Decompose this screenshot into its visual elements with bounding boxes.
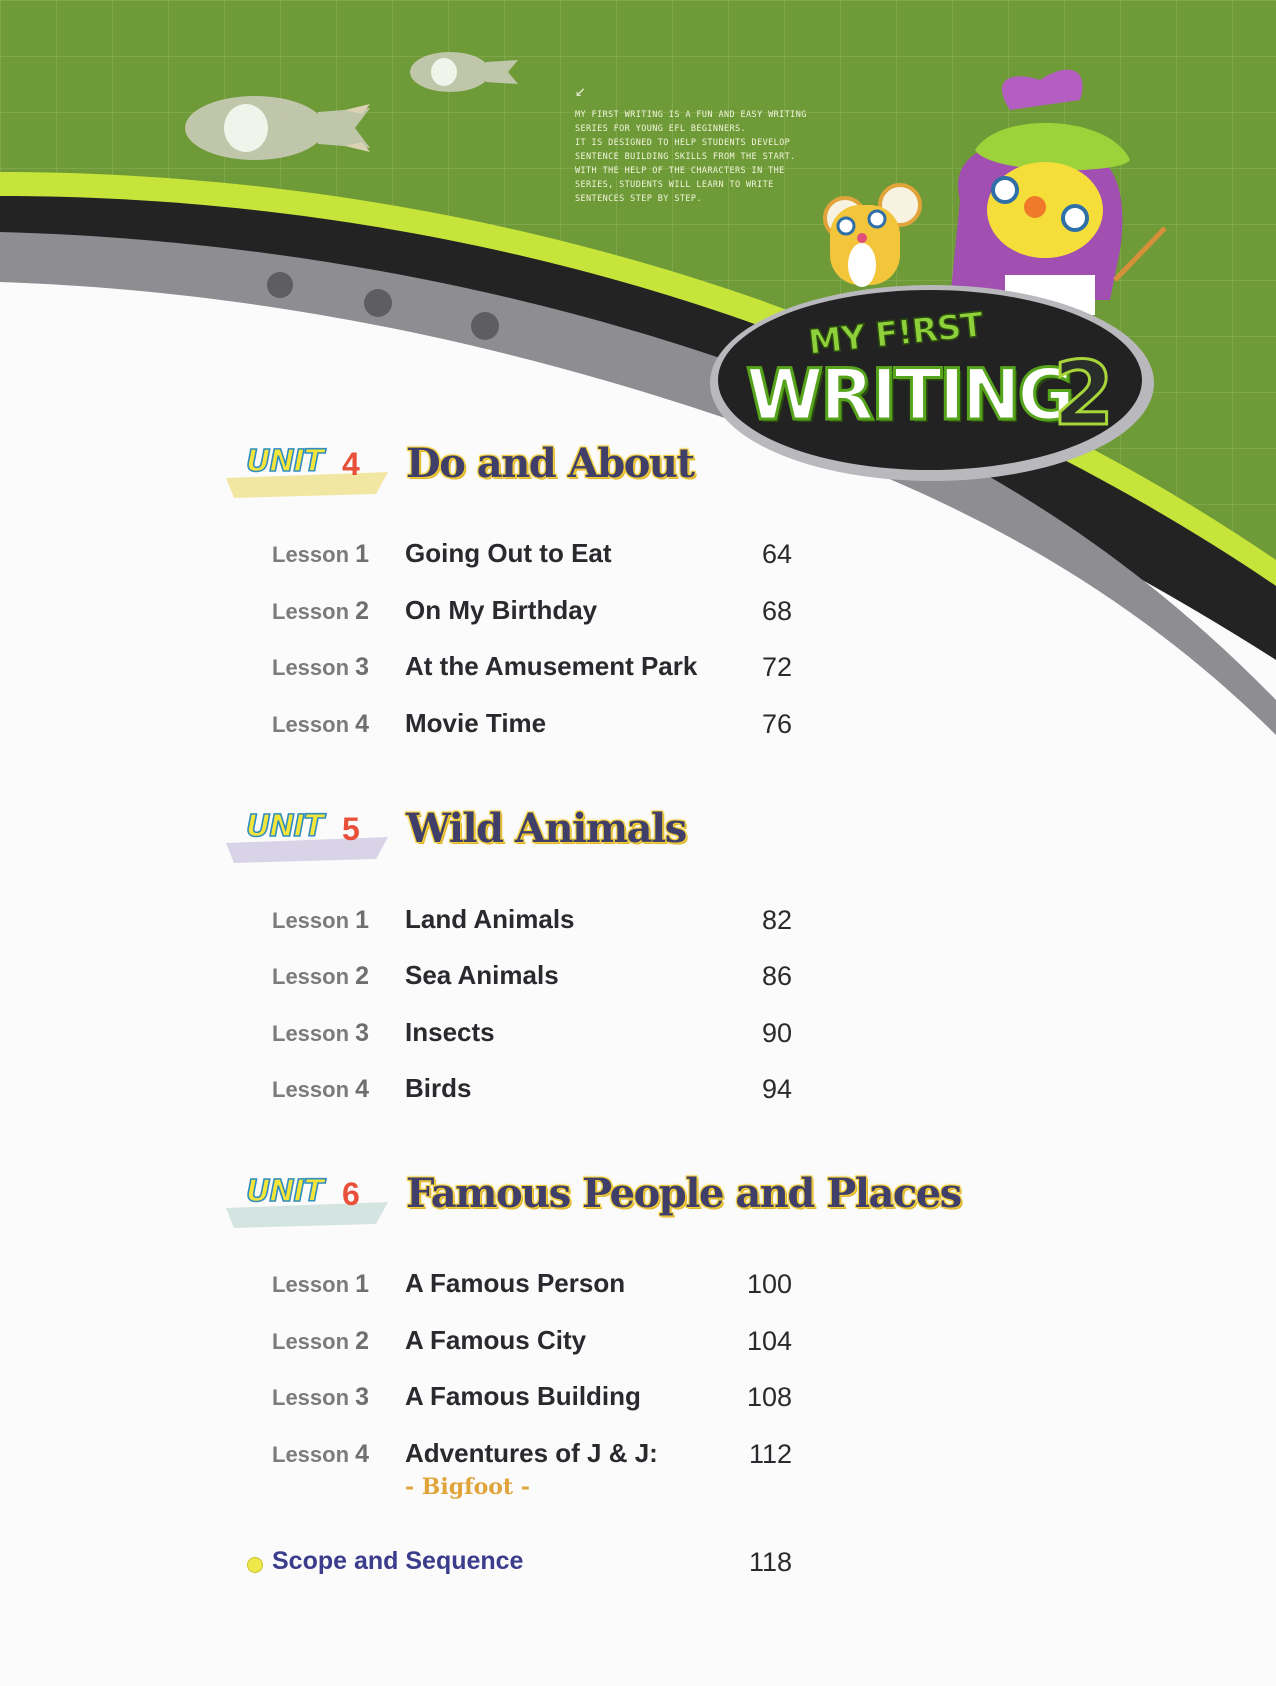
lesson-title: Going Out to Eat (405, 538, 612, 568)
page-number: 90 (761, 1018, 792, 1048)
page-number: 118 (748, 1547, 792, 1577)
arrow-icon: ↙ (575, 80, 587, 101)
lesson-row[interactable]: Lesson 4 Birds 94 (272, 1073, 792, 1104)
unit-badge: UNIT 4 (220, 438, 390, 502)
series-description: ↙ MY FIRST WRITING IS A FUN AND EASY WRITING SERIES FOR YOUNG EFL BEGINNERS. IT IS DESIGNED TO HELP STUDENTS DEVELOP SENTENCE BUILDING SKILLS FROM THE START. WITH THE HELP OF THE CHARACTERS IN THE SERIES, STUDENTS WILL LEARN TO WRITE SENTENCES STEP BY STEP. (575, 80, 807, 204)
lesson-row[interactable]: Lesson 4 Movie Time 76 (272, 708, 792, 739)
unit-badge: UNIT 6 (220, 1168, 390, 1232)
unit-title: Wild Animals (406, 805, 686, 852)
lesson-row[interactable]: Lesson 2 A Famous City 104 (272, 1325, 792, 1356)
lesson-row[interactable]: Lesson 1 Land Animals 82 (272, 904, 792, 935)
unit-badge: UNIT 5 (220, 803, 390, 867)
unit-title: Famous People and Places (406, 1170, 961, 1217)
page-number: 112 (748, 1439, 792, 1469)
lesson-row[interactable]: Lesson 2 Sea Animals 86 (272, 960, 792, 991)
lesson-title: On My Birthday (405, 595, 598, 625)
page-number: 86 (761, 961, 792, 991)
lesson-row[interactable]: Lesson 3 At the Amusement Park 72 (272, 651, 792, 682)
lesson-title: At the Amusement Park (405, 651, 698, 681)
lesson-title: A Famous Person (405, 1268, 626, 1298)
page-number: 76 (761, 709, 792, 739)
page-number: 72 (761, 652, 792, 682)
scope-label: Scope and Sequence (272, 1547, 524, 1575)
bullet-dot-icon (247, 1557, 263, 1573)
page-number: 94 (761, 1074, 792, 1104)
unit-5-heading (220, 803, 1020, 867)
lesson-title: A Famous City (405, 1325, 587, 1355)
lesson-title: A Famous Building (405, 1381, 641, 1411)
lesson-row[interactable]: Lesson 1 A Famous Person 100 (272, 1268, 792, 1299)
lesson-title: Movie Time (405, 708, 547, 738)
lesson-row[interactable]: Lesson 1 Going Out to Eat 64 (272, 538, 792, 569)
lesson-subtitle: - Bigfoot - (405, 1474, 530, 1500)
lesson-row[interactable]: Lesson 2 On My Birthday 68 (272, 595, 792, 626)
page-number: 68 (761, 596, 792, 626)
logo-writing: WRITING (746, 354, 1072, 436)
page-number: 100 (746, 1269, 792, 1299)
unit-4-heading (220, 438, 1020, 502)
lesson-title: Adventures of J & J: (405, 1438, 658, 1468)
lesson-title: Insects (405, 1017, 495, 1047)
page-number: 82 (761, 905, 792, 935)
lesson-row[interactable]: Lesson 4 Adventures of J & J: - Bigfoot - 112 (272, 1438, 792, 1500)
logo-volume-number: 2 (1053, 342, 1115, 445)
unit-title: Do and About (406, 440, 694, 487)
scope-and-sequence-row[interactable] (0, 1548, 820, 1588)
lesson-title: Sea Animals (405, 960, 559, 990)
unit-6-heading (220, 1168, 1020, 1232)
page-number: 108 (746, 1382, 792, 1412)
page-number: 64 (761, 539, 792, 569)
lesson-title: Birds (405, 1073, 472, 1103)
logo-my-first: MY F!RST (806, 304, 985, 364)
lesson-title: Land Animals (405, 904, 575, 934)
lesson-row[interactable]: Lesson 3 Insects 90 (272, 1017, 792, 1048)
lesson-row[interactable]: Lesson 3 A Famous Building 108 (272, 1381, 792, 1412)
page-number: 104 (746, 1326, 792, 1356)
